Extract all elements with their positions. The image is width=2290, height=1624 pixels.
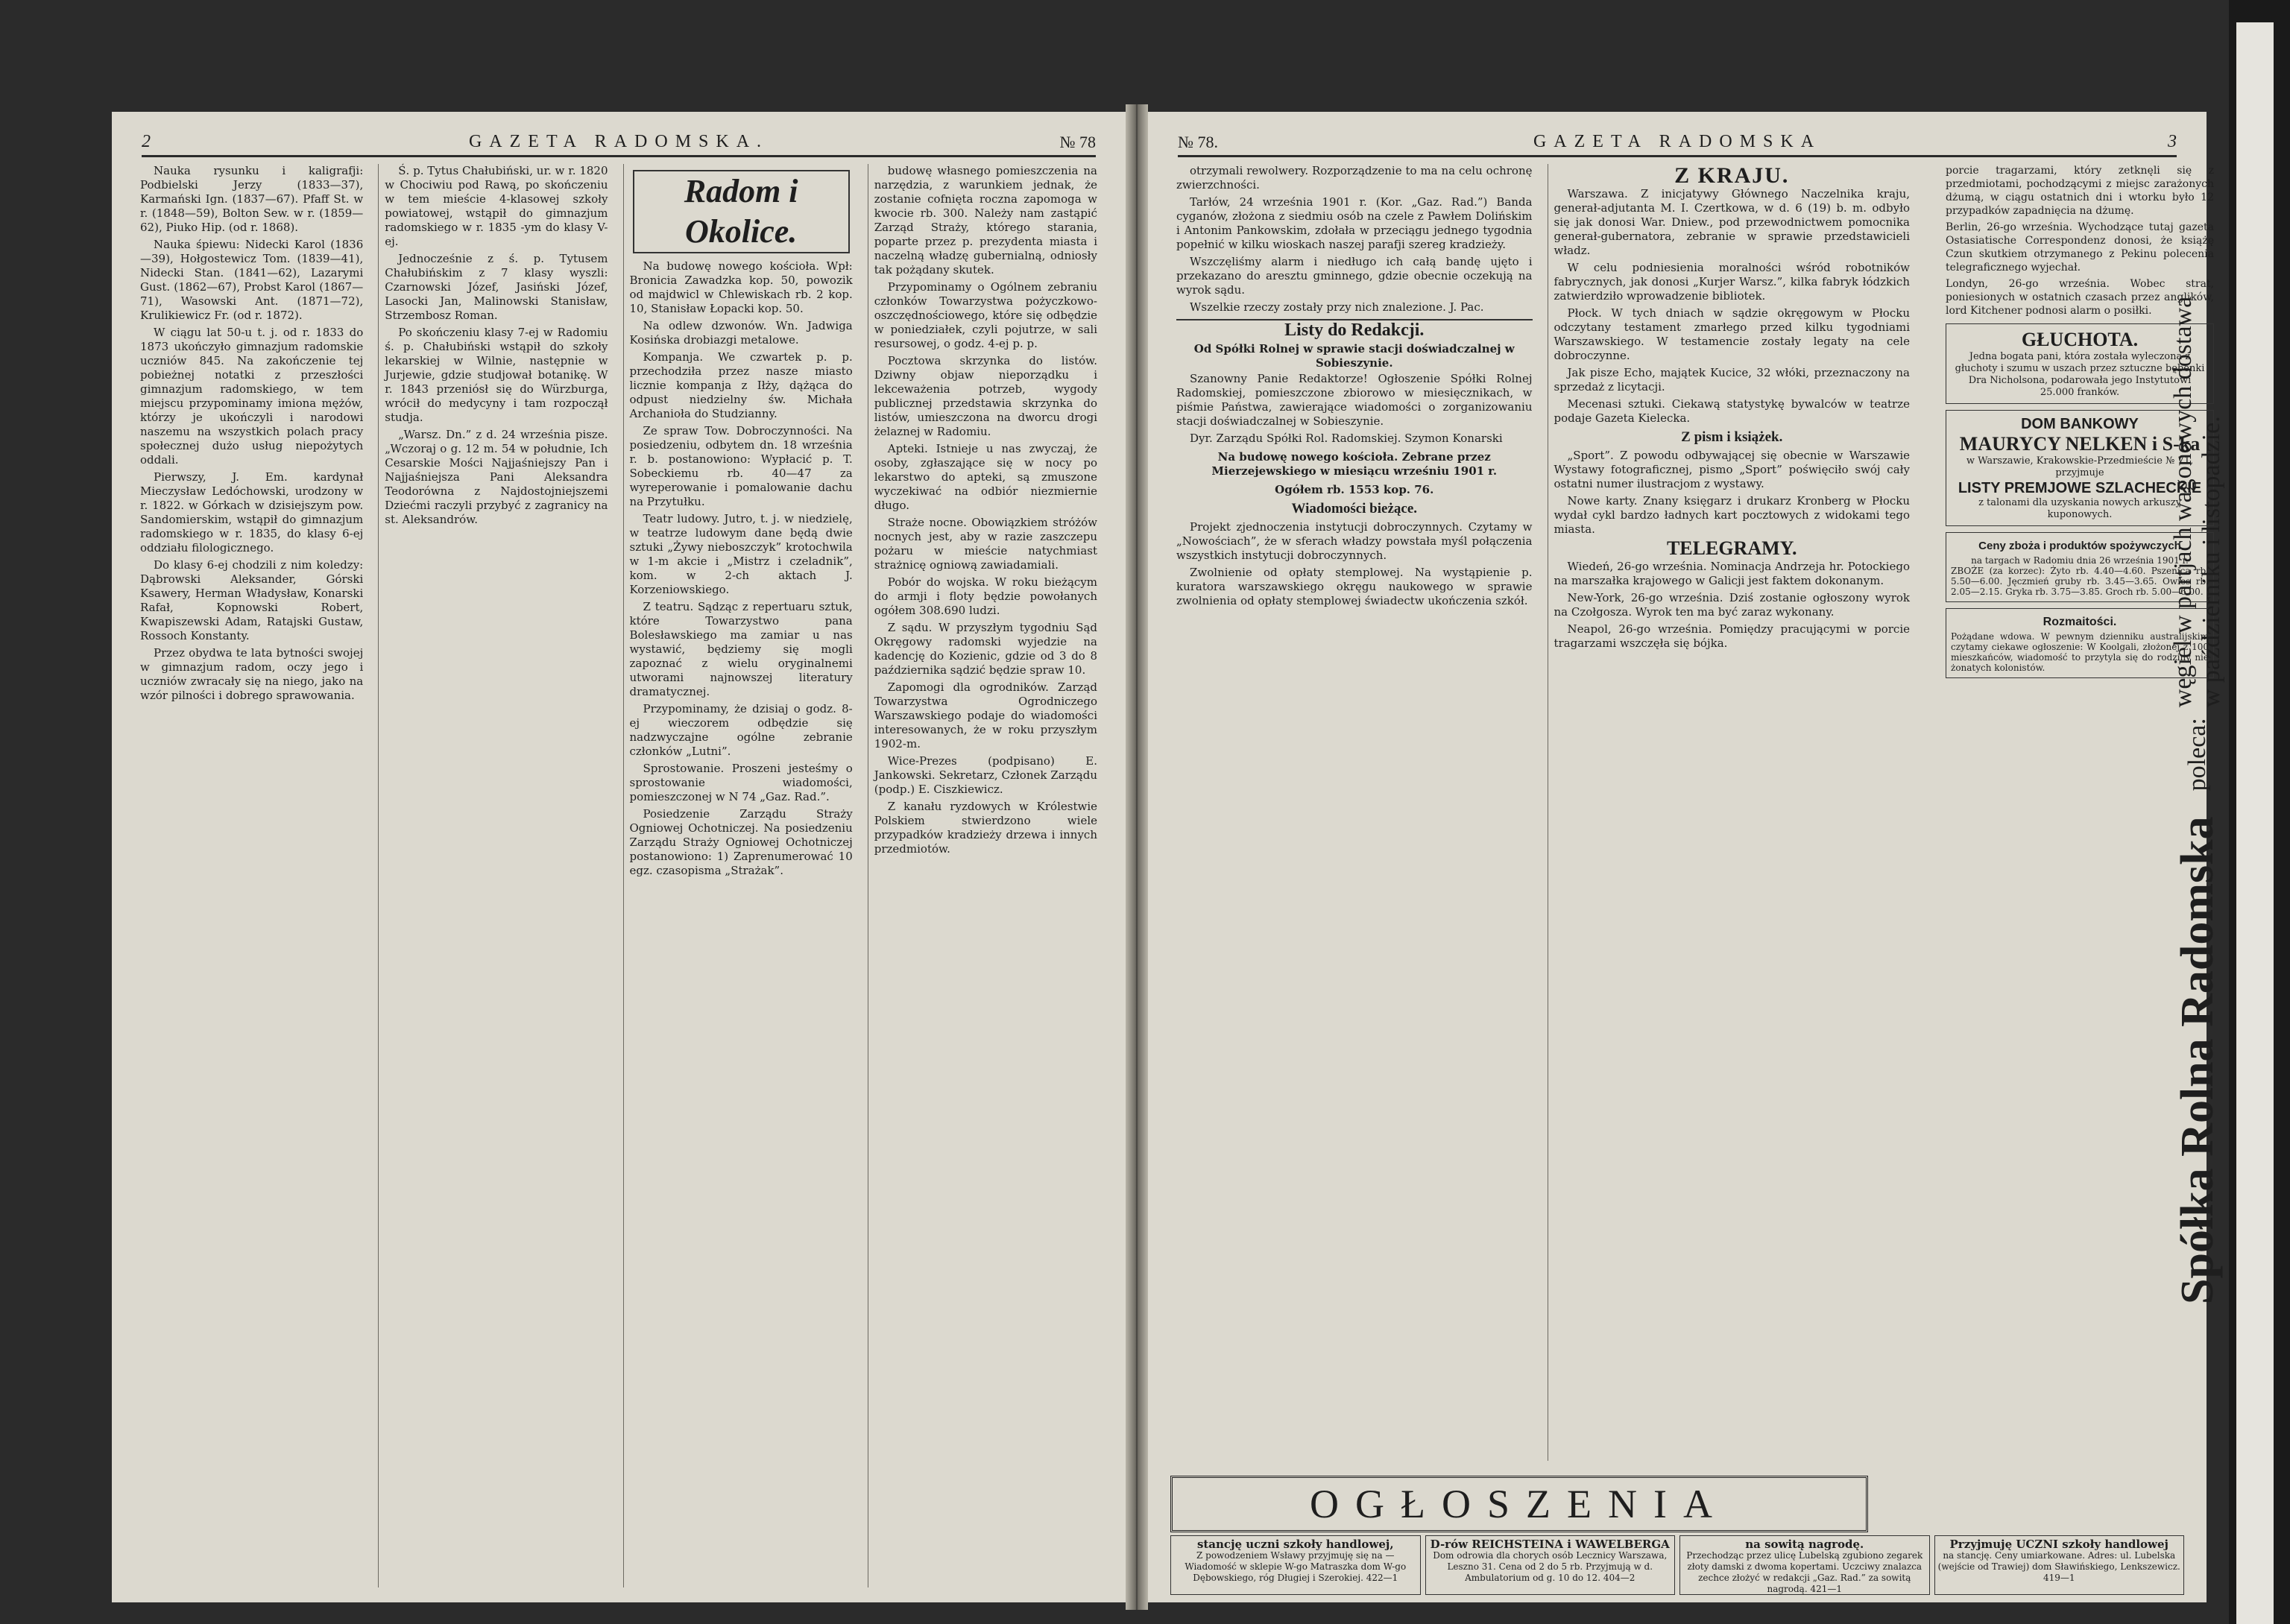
ogloszenia-banner: OGŁOSZENIA	[1170, 1476, 1868, 1532]
section-heading-radom: Radom i Okolice.	[633, 170, 850, 253]
column-4	[868, 164, 1103, 1587]
paragraph: Warszawa. Z inicjatywy Głównego Naczelnika kraju, generał-adjutanta M. I. Czertkowa, w d. 6 (19) b. m. odbyło się jak donosi War. Dniew., pod przewodnictwem pomocnika generał-gubernatora, zebranie w sprawie przedstawicieli władz.	[1554, 187, 1910, 257]
bottom-ad	[1170, 1535, 1421, 1595]
paragraph: Płock. W tych dniach w sądzie okręgowym w Płocku odczytany testament zmarłego przed kilku tygodniami Warszawskiego. W testamencie zostały legaty na cele dobroczynne.	[1554, 306, 1910, 362]
paragraph: Z kanału ryzdowych w Królestwie Polskiem stwierdzono wiele przypadków kradzieży drzewa i innych przedmiotów.	[874, 800, 1097, 856]
ad-company: MAURYCY NELKEN i S-ka	[1959, 433, 2201, 455]
paragraph: Straże nocne. Obowiązkiem stróżów nocnych jest, aby w razie zaszczepu pożaru w mieście natychmiast strażnicę ogniową zawiadamiali.	[874, 516, 1097, 572]
paragraph: Z sądu. W przyszłym tygodniu Sąd Okręgowy radomski wyjedzie na kadencję do Kozienic, gdzie od 3 do 8 października sądzić będzie spraw 10.	[874, 621, 1097, 677]
ad-subtitle: na targach w Radomiu dnia 26 września 1901 r.	[1971, 555, 2189, 566]
ad-address: w Warszawie, Krakowskie-Przedmieście № 71,	[1966, 455, 2194, 467]
paragraph: Teatr ludowy. Jutro, t. j. w niedzielę, w teatrze ludowym dane będą dwie sztuki „Żywy nieboszczyk” krotochwila w 1-m akcie i „Mistrz i czeladnik”, kom. w 2-ch aktach J. Korzeniowskiego.	[629, 512, 853, 596]
ad-text: na stancję. Ceny umiarkowane. Adres: ul. Lubelska (wejście od Trawiej) dom Sławińskiego, Lenkszewicz.	[1937, 1550, 2180, 1572]
paragraph: Dyr. Zarządu Spółki Rol. Radomskiej. Szymon Konarski	[1190, 432, 1503, 445]
ad-code: 422—1	[1366, 1573, 1398, 1583]
paragraph: Pobór do wojska. W roku bieżącym do armji i floty będzie powołanych ogółem 308.690 ludzi.	[874, 575, 1097, 617]
right-page-header	[1178, 125, 2177, 157]
paragraph: Przypominamy o Ogólnem zebraniu członków Towarzystwa pożyczkowo-oszczędnościowego, które się odbędzie w poniedziałek, czyli pojutrze, w sali resursowej, o godz. 4-ej p. p.	[874, 280, 1097, 350]
paragraph: Ś. p. Tytus Chałubiński, ur. w r. 1820 w Chociwiu pod Rawą, po skończeniu w tem mieście 4-klasowej szkoły powiatowej, wstąpił do gimnazjum radomskiego w r. 1835 -ym do klasy V-ej.	[385, 164, 608, 248]
side-ad-line1: węgiel w partjach wagonowych dostawa	[2169, 296, 2197, 708]
bottom-ad	[1425, 1535, 1676, 1595]
paragraph: Wice-Prezes (podpisano) E. Jankowski. Sekretarz, Członek Zarządu (podp.) E. Ciszkiewicz.	[874, 754, 1097, 796]
ad-text: ZBOŻE (za korzec): Żyto rb. 4.40—4.60. Pszenica rb. 5.50—6.00. Jęczmień gruby rb. 3.45—3.65. Owies rb. 2.05—2.15. Gryka rb. 3.75—3.85. Groch rb. 5.00—6.00.	[1951, 566, 2209, 597]
bottom-ad-uczni	[1934, 1535, 2185, 1595]
section-heading-telegramy: TELEGRAMY.	[1666, 537, 1797, 559]
paragraph: budowę własnego pomieszczenia na narzędzia, z warunkiem jednak, że zostanie cofnięta roczna zapomoga w kwocie rb. 300. Należy nam zastąpić Zarząd Straży, którego starania, poparte przez p. prezydenta miasta i naczelną władzę gubernialną, odniosły tak pożądany skutek.	[874, 164, 1097, 277]
ad-title: Przyjmuję UCZNI szkoły handlowej	[1949, 1538, 2168, 1551]
left-page-header	[142, 125, 1096, 157]
ad-title: na sowitą nagrodę.	[1745, 1538, 1864, 1551]
paragraph: New-York, 26-go września. Dziś zostanie ogłoszony wyrok na Czołgosza. Wyrok ten ma być zaraz wykonany.	[1554, 591, 1910, 619]
paragraph: Mecenasi sztuki. Ciekawą statystykę bywalców w teatrze podaje Gazeta Kielecka.	[1554, 397, 1910, 425]
side-ad-desc	[2169, 297, 2226, 707]
paragraph: „Sport”. Z powodu odbywającej się obecnie w Warszawie Wystawy fotograficznej, pismo „Sport” poświęciło swój cały ostatni numer ilustracjom z wystawy.	[1554, 449, 1910, 490]
ad-title: stancję uczni szkoły handlowej,	[1196, 1538, 1394, 1551]
paragraph: Neapol, 26-go września. Pomiędzy pracującymi w porcie tragarzami wszczęła się bójka.	[1554, 622, 1910, 650]
issue-number: № 78.	[1178, 133, 1218, 151]
column-2	[1548, 164, 1917, 1461]
paragraph: Sprostowanie. Proszeni jesteśmy o sprostowanie wiadomości, pomieszczonej w N 74 „Gaz. Rad.”.	[629, 762, 853, 803]
ad-title: Rozmaitości.	[2043, 616, 2117, 628]
paragraph: Jak pisze Echo, majątek Kucice, 32 włóki, przeznaczony na sprzedaż z licytacji.	[1554, 366, 1910, 394]
paragraph: Szanowny Panie Redaktorze! Ogłoszenie Spółki Rolnej Radomskiej, pomieszczone zbiorowo w miesięcznikach, w piśmie Państwa, zawierające wiadomości o zorganizowaniu stacji doświadczalnej w Sobieszynie.	[1176, 372, 1533, 428]
page-number: 3	[2168, 132, 2177, 151]
side-ad-line2: w październiku i listopadzie.	[2198, 416, 2225, 708]
page-number: 2	[142, 132, 151, 151]
subheading: Ogółem rb. 1553 kop. 76.	[1275, 483, 1434, 496]
paragraph: Pierwszy, J. Em. kardynał Mieczysław Ledóchowski, urodzony w r. 1822. w Górkach w dzisiejszym pow. Sandomierskim, wstąpił do gimnazjum radomskiego w r. 1835, do klasy 6-ej oddziału filologicznego.	[140, 470, 364, 555]
paragraph: porcie tragarzami, który zetknęli się z przedmiotami, pochodzącymi z miejsc zarażonych dżumą, w ciągu ostatnich dni i wtorku było 12 przypadków zapadnięcia na dżumę.	[1946, 165, 2214, 217]
paragraph: W ciągu lat 50-u t. j. od r. 1833 do 1873 ukończyło gimnazjum radomskie uczniów 845. Na zakończenie tej pobieżnej notatki z przeszłości gimnazjum radomskiego, w tem miejscu przypominamy imiona mężów, którzy je ukończyli i narodowi naszemu na wszystkich polach pracy społecznej dużo usług niepożytych oddali.	[140, 326, 364, 467]
ad-buys: przyjmuje	[2055, 467, 2104, 478]
ad-title: D-rów REICHSTEINA i WAWELBERGA	[1430, 1538, 1670, 1551]
paragraph: Berlin, 26-go września. Wychodzące tutaj gazeta Ostasiatische Correspondenz donosi, że książę Czun skutkiem otrzymanego z Pekinu polecenia telegraficznego wyjechał.	[1946, 221, 2214, 274]
left-columns	[134, 164, 1103, 1587]
paragraph: Apteki. Istnieje u nas zwyczaj, że osoby, zgłaszające się w nocy po lekarstwo do apteki, są zmuszone wyczekiwać na odbiór niezmiernie długo.	[874, 442, 1097, 512]
paragraph: Pocztowa skrzynka do listów. Dziwny objaw nieporządku i lekceważenia potrzeb, wygody publicznej przedstawia skrzynka do listów, umieszczona na dworcu drogi żelaznej w Radomiu.	[874, 354, 1097, 438]
ad-code: 421—1	[1810, 1584, 1843, 1594]
subheading: Na budowę nowego kościoła. Zebrane przez Mierzejewskiego w miesiącu wrześniu 1901 r.	[1211, 450, 1498, 478]
paragraph: Nauka śpiewu: Nidecki Karol (1836—39), Hołgostewicz Tom. (1839—41), Nidecki Stan. (1841—62), Lazarymi Gust. (1862—67), Probst Karol (1867—71), Wasowski Ant. (1871—72), Krulikiewicz Fr. (od r. 1872).	[140, 238, 364, 322]
paragraph: Kompanja. We czwartek p. p. przechodziła przez nasze miasto licznie kompanja z Iłży, dążąca do odpust niedzielny św. Michała Archanioła do Studzianny.	[629, 350, 853, 420]
side-ad-polec: poleca:	[2183, 718, 2211, 792]
paragraph: Na odlew dzwonów. Wn. Jadwiga Kosińska drobiazgi metalowe.	[629, 319, 853, 347]
paragraph: „Warsz. Dn.” z d. 24 września pisze. „Wczoraj o g. 12 m. 54 w południe, Ich Cesarskie Mości Najjaśniejszy Pan i Najjaśniejsza Pani Aleksandra Teodorówna z Najdostojniejszemi Dziećmi raczyli przybyć z zagranicy na st. Aleksandrów.	[385, 428, 608, 526]
paragraph: W celu podniesienia moralności wśród robotników fabrycznych, jak donosi „Kurjer Warsz.”, kilka fabryk łódzkich zatwierdziło wprowadzenie bibliotek.	[1554, 261, 1910, 303]
paragraph: Jednocześnie z ś. p. Tytusem Chałubińskim z 7 klasy wyszli: Czarnowski Józef, Jasiński Józef, Lasocki Jan, Malinowski Stanisław, Strzembosz Roman.	[385, 252, 608, 322]
ad-title: GŁUCHOTA.	[2021, 329, 2139, 350]
paragraph: Przez obydwa te lata bytności swojej w gimnazjum radom, oczy jego i uczniów zwracały się na niego, jako na wzór pilności i dobrego sprawowania.	[140, 646, 364, 702]
book-gutter	[1126, 104, 1148, 1610]
paragraph: Nowe karty. Znany księgarz i drukarz Kronberg w Płocku wydał cykl bardzo ładnych kart pocztowych z widokami tego miasta.	[1554, 494, 1910, 536]
ad-code: 419—1	[2043, 1573, 2075, 1583]
right-columns	[1170, 164, 1916, 1461]
side-ad-name: Spółka Rolna Radomska	[2171, 816, 2223, 1304]
paragraph: Posiedzenie Zarządu Straży Ogniowej Ochotniczej. Na posiedzeniu Zarządu Straży Ogniowej Ochotniczej postanowiono: 1) Zaprenumerować 10 egz. czasopisma „Strażak”.	[629, 807, 853, 877]
paragraph: Z teatru. Sądząc z repertuaru sztuk, które Towarzystwo pana Bolesławskiego ma zamiar u nas wystawić, będziemy się mogli zapoznać z wielu oryginalnemi utworami najnowszej literatury dramatycznej.	[629, 600, 853, 698]
paragraph: Po skończeniu klasy 7-ej w Radomiu ś. p. Chałubiński wstąpił do szkoły lekarskiej w Wilnie, następnie w Jurjewie, gdzie studjował botanikę. W r. 1843 przeniósł się do Würzburga, wrócił do medycyny i tam rozpoczął studja.	[385, 326, 608, 424]
ad-text: Przechodząc przez ulicę Lubelską zgubiono zegarek złoty damski z dwoma kopertami. Uczciwy znalazca zechce złożyć w redakcji „Gaz. Rad.” za sowitą nagrodą.	[1686, 1550, 1923, 1594]
paragraph: Tarłów, 24 września 1901 r. (Kor. „Gaz. Rad.”) Banda cyganów, złożona z siedmiu osób na czele z Pawłem Dolińskim i Antonim Pankowskim, zdołała w przeciągu jednego tygodnia popełnić w kilku wioskach naszej parafji szereg kradzieży.	[1176, 195, 1533, 251]
bottom-ad	[1679, 1535, 1930, 1595]
masthead: GAZETA RADOMSKA.	[468, 132, 769, 151]
paragraph: Wiedeń, 26-go września. Nominacja Andrzeja hr. Potockiego na marszałka krajowego w Galicji jest faktem dokonanym.	[1554, 560, 1910, 587]
column-3	[623, 164, 859, 1587]
masthead: GAZETA RADOMSKA	[1533, 132, 1822, 151]
ad-title: Ceny zboża i produktów spożywczych	[1978, 540, 2181, 552]
scan-paper-edge	[2236, 22, 2274, 1624]
right-page	[1148, 112, 2225, 1602]
ad-text: Jedna bogata pani, która została wyleczona z głuchoty i szumu w uszach przez sztuczne bębenki Dra Nicholsona, podarowała jego Instytutowi 25.000 franków.	[1955, 351, 2205, 398]
paragraph: Wszczęliśmy alarm i niedługo ich całą bandę ujęto i przekazano do aresztu gminnego, gdzie obecnie oczekują na wyrok sądu.	[1176, 255, 1533, 297]
ad-title: DOM BANKOWY	[2021, 416, 2139, 432]
paragraph: Londyn, 26-go września. Wobec strat, poniesionych w ostatnich czasach przez anglików, lord Kitchener podnosi alarm o posiłki.	[1946, 278, 2214, 317]
subheading: Od Spółki Rolnej w sprawie stacji doświadczalnej w Sobieszynie.	[1193, 342, 1515, 370]
column-1	[134, 164, 369, 1587]
section-heading-wiadomosci: Wiadomości bieżące.	[1291, 501, 1417, 516]
ad-text: Z powodzeniem Wsławy przyjmuję się na — Wiadomość w sklepie W-go Matraszka dom W-go Dębowskiego, róg Długiej i Szerokiej.	[1185, 1550, 1407, 1583]
bottom-ads	[1170, 1535, 2184, 1595]
paragraph: Ze spraw Tow. Dobroczynności. Na posiedzeniu, odbytem dn. 18 września r. b. postanowiono: Wypłacić p. T. Sobeckiemu rb. 40—47 za wyreperowanie i pomalowanie dachu na Przytułku.	[629, 424, 853, 508]
ad-text: Dom odrowia dla chorych osób Lecznicy Warszawa, Leszno 31. Cena od 2 do 5 rb. Przyjmują w d. Ambulatorium od g. 10 do 12.	[1433, 1550, 1668, 1583]
issue-number: № 78	[1059, 133, 1096, 151]
paragraph: otrzymali rewolwery. Rozporządzenie to ma na celu ochronę zwierzchności.	[1176, 164, 1533, 192]
paragraph: Wszelkie rzeczy zostały przy nich znalezione. J. Pac.	[1190, 300, 1484, 314]
section-heading-z-pism: Z pism i książek.	[1681, 429, 1783, 445]
paragraph: Projekt zjednoczenia instytucji dobroczynnych. Czytamy w „Nowościach”, że w sferach władzy powstała myśl połączenia wszystkich instytucji dobroczynnych.	[1176, 520, 1533, 562]
ad-listy: LISTY PREMJOWE SZLACHECKIE	[1958, 480, 2202, 496]
paragraph: Zwolnienie od opłaty stemplowej. Na wystąpienie p. kuratora warszawskiego okręgu naukowego w sprawie zwolnienia od opłaty stemplowej świadectw ukończenia szkół.	[1176, 566, 1533, 607]
left-page	[112, 112, 1126, 1602]
section-heading-z-kraju: Z KRAJU.	[1674, 163, 1790, 188]
column-2	[378, 164, 613, 1587]
paragraph: Przypominamy, że dzisiaj o godz. 8-ej wieczorem odbędzie się nadzwyczajne ogólne zebranie członków „Lutni”.	[629, 702, 853, 758]
section-heading-listy: Listy do Redakcji.	[1176, 319, 1533, 338]
column-1	[1170, 164, 1539, 1461]
paragraph: Zapomogi dla ogrodników. Zarząd Towarzystwa Ogrodniczego Warszawskiego podaje do wiadomości interesowanych, że w roku przyszłym 1902-m.	[874, 680, 1097, 751]
paragraph: Na budowę nowego kościoła. Wpł: Bronicia Zawadzka kop. 50, powozik od majdwicl w Chlewiskach rb. 2 kop. 10, Stanisław Łopacki kop. 50.	[629, 259, 853, 315]
ad-text: Pożądane wdowa. W pewnym dzienniku australijskim czytamy ciekawe ogłoszenie: W Koolgali, złożonej z 100 mieszkańców, wiadomość to przytyla się do rodziny nie żonatych kolonistów.	[1951, 631, 2209, 673]
ad-note: z talonami dla uzyskania nowych arkuszy kuponowych.	[1978, 497, 2181, 520]
ad-code: 404—2	[1603, 1573, 1636, 1583]
paragraph: Nauka rysunku i kaligrafji: Podbielski Jerzy (1833—37), Karmański Ign. (1837—67). Pfaff St. w r. (1848—59), Bolton Sew. w r. (1859—62), Piuko Hip. (od r. 1868).	[140, 164, 364, 234]
paragraph: Do klasy 6-ej chodzili z nim koledzy: Dąbrowski Aleksander, Górski Ksawery, Herman Władysław, Konarski Rafał, Kopnowski Robert, Kwapiszewski Adam, Ratajski Gustaw, Rossoch Konstanty.	[140, 558, 364, 642]
